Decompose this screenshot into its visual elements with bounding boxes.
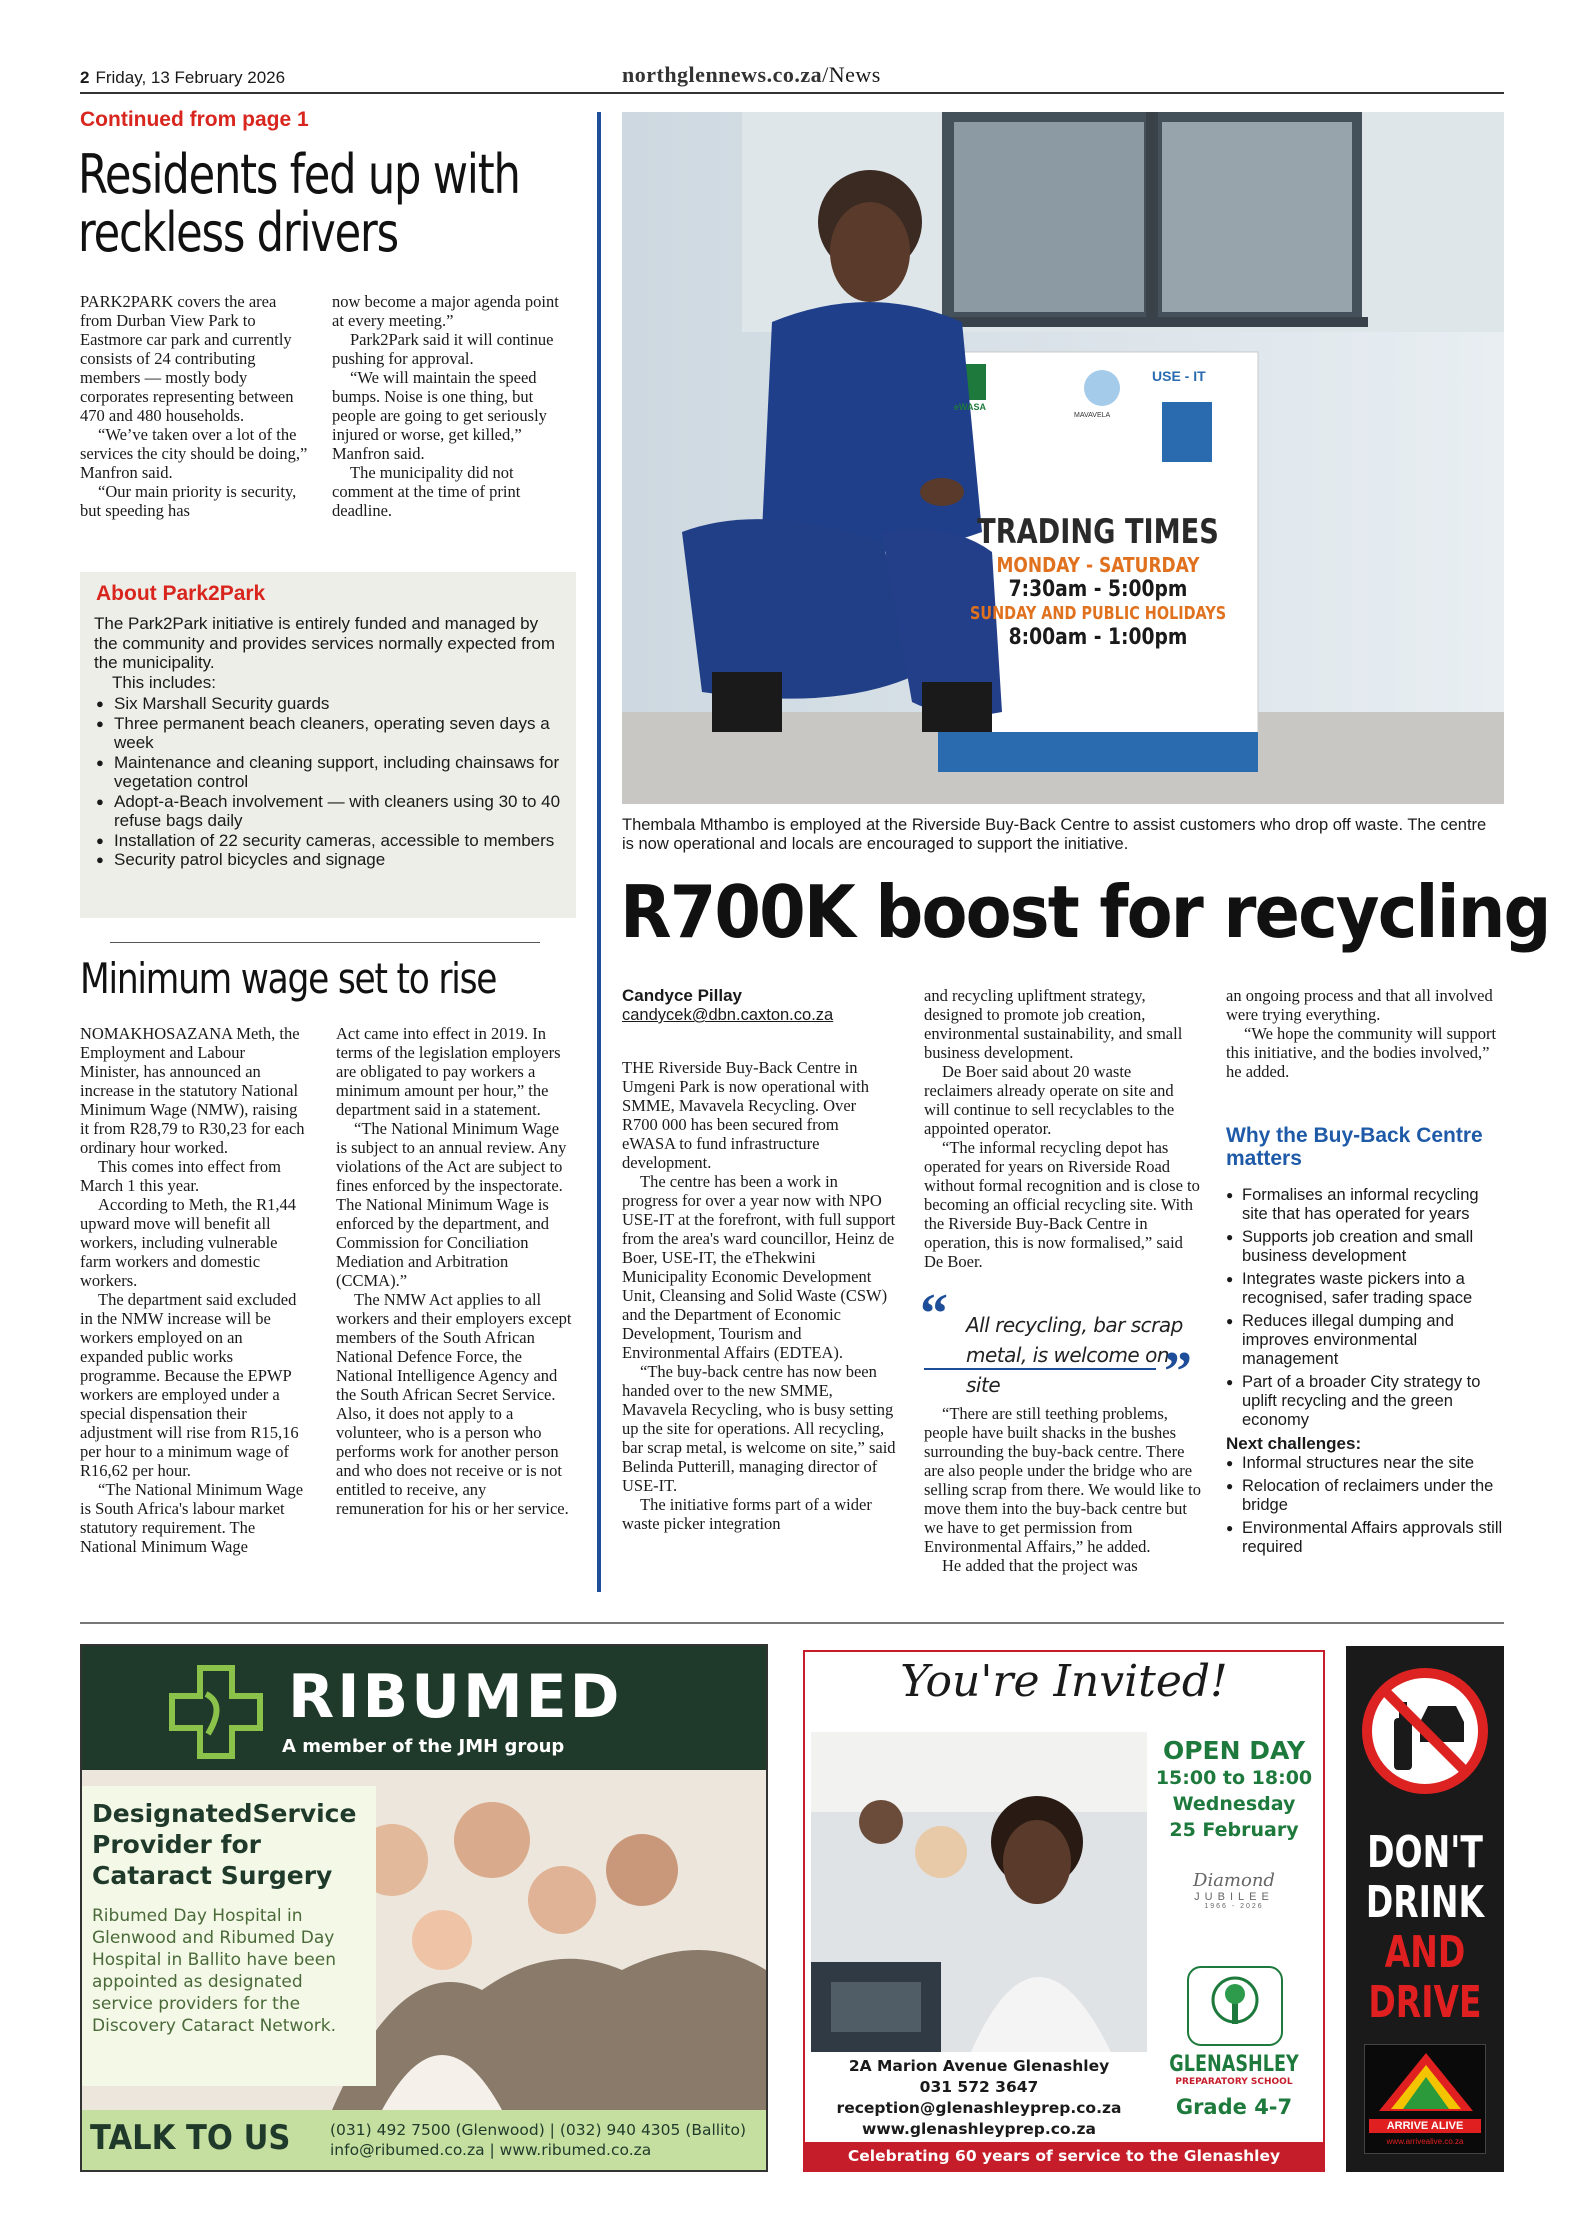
- paragraph: This comes into effect from March 1 this year.: [80, 1157, 281, 1195]
- paragraph: The department said excluded in the NMW increase will be workers employed on an expanded public works programme. Because the EPWP workers are employed under a special dispensation their adjustment will rise from R15,16 per hour to a minimum wage of R16,62 per hour.: [80, 1290, 299, 1480]
- continued-kicker: Continued from page 1: [80, 108, 309, 131]
- list-item: ● Maintenance and cleaning support, including chainsaws for vegetation control: [94, 753, 562, 792]
- school-web[interactable]: www.glenashleyprep.co.za: [862, 2120, 1096, 2138]
- story1-column-1: [80, 292, 308, 520]
- list-item: ● Environmental Affairs approvals still required: [1226, 1519, 1504, 1557]
- sign-line: 7:30am - 5:00pm: [1008, 576, 1188, 602]
- list-item: ● Part of a broader City strategy to uplift recycling and the green economy: [1226, 1373, 1504, 1430]
- arrive-alive-triangle-icon: [1377, 2051, 1475, 2113]
- drink-line2: DRINK: [1365, 1877, 1485, 1928]
- logo-mavavela: MAVAVELA: [1074, 412, 1111, 419]
- school-name: GLENASHLEY: [1169, 2052, 1299, 2077]
- open-day-info: [1149, 1736, 1319, 1843]
- issue-date: Friday, 13 February 2026: [95, 68, 286, 87]
- ribumed-tagline: A member of the JMH group: [282, 1736, 565, 1757]
- classroom-photo: [811, 1732, 1147, 2052]
- paragraph: an ongoing process and that all involved were trying everything.: [1226, 986, 1493, 1024]
- pull-quote: [920, 1283, 1200, 1403]
- paragraph: “The National Minimum Wage is South Africa's labour market statutory requirement. The National Minimum Wage: [80, 1480, 304, 1556]
- close-quote-icon: ”: [1164, 1341, 1192, 1403]
- drink-line1: DON'T: [1367, 1827, 1483, 1878]
- ribumed-body: Ribumed Day Hospital in Glenwood and Ribumed Day Hospital in Ballito have been appointed as designated service providers for the Discovery Cataract Network.: [92, 1906, 336, 2036]
- header-rule: [80, 92, 1504, 94]
- paragraph: “We will maintain the speed bumps. Noise is one thing, but people are going to get seriously injured or worse, get killed,” Manfron said.: [332, 368, 547, 463]
- story1-headline: [78, 143, 520, 264]
- story2-headline: Minimum wage set to rise: [80, 954, 497, 1003]
- site-name[interactable]: northglennews.co.za: [622, 62, 823, 87]
- sign-line: SUNDAY AND PUBLIC HOLIDAYS: [970, 603, 1227, 625]
- ribumed-cross-icon: [168, 1664, 264, 1760]
- why-box: [1226, 1124, 1504, 1561]
- story3-column-2b: [924, 1404, 1202, 1575]
- paragraph: Act came into effect in 2019. In terms of the legislation employers are obligated to pay workers a minimum amount per hour,” the department said in a statement.: [336, 1024, 561, 1119]
- story2-column-1: [80, 1024, 308, 1556]
- sign-line: 8:00am - 1:00pm: [1008, 624, 1188, 650]
- glenashley-footer: Celebrating 60 years of service to the Glenashley Community: [805, 2142, 1323, 2170]
- list-item: ● Security patrol bicycles and signage: [94, 850, 562, 870]
- school-name-block: [1149, 2052, 1319, 2119]
- ads-divider: [80, 1622, 1504, 1624]
- paragraph: The municipality did not comment at the time of print deadline.: [332, 463, 521, 520]
- jubilee-word: JUBILEE: [1194, 1891, 1274, 1903]
- about-box-list: [94, 694, 562, 870]
- drink-line4: DRIVE: [1368, 1977, 1482, 2028]
- school-email[interactable]: reception@glenashleyprep.co.za: [836, 2099, 1122, 2117]
- section-name: /News: [822, 62, 881, 87]
- byline-author: Candyce Pillay: [622, 986, 743, 1005]
- paragraph: Park2Park said it will continue pushing for approval.: [332, 330, 554, 368]
- open-day-label: OPEN DAY: [1162, 1736, 1306, 1765]
- why-list: [1226, 1186, 1504, 1430]
- open-day-date: 25 February: [1169, 1819, 1299, 1841]
- ribumed-banner: [82, 1646, 766, 1770]
- ribumed-info-panel: [82, 1786, 376, 2086]
- no-drinking-driving-icon: [1360, 1666, 1490, 1796]
- paragraph: The NMW Act applies to all workers and their employers except members of the South African National Defence Force, the National Intelligence Agency and the South African Secret Service. Also, it does not apply to a volunteer, who is a person who performs work for another person and who does not receive or is not entitled to receive, any remuneration for his or her service.: [336, 1290, 572, 1518]
- paragraph: “There are still teething problems, people have built shacks in the bushes surrounding the buy-back centre. There are also people under the bridge who are selling scrap from there. We would like to move them into the buy-back centre but we have to get permission from Environmental Affairs,” he added.: [924, 1404, 1201, 1556]
- paragraph: According to Meth, the R1,44 upward move will benefit all workers, including vulnerable farm workers and domestic workers.: [80, 1195, 296, 1290]
- story3-column-2: [924, 986, 1202, 1271]
- open-day-weekday: Wednesday: [1172, 1793, 1296, 1815]
- site-section-header: [622, 62, 881, 88]
- ribumed-brand: RIBUMED: [288, 1662, 623, 1732]
- paragraph: THE Riverside Buy-Back Centre in Umgeni Park is now operational with SMME, Mavavela Recycling. Over R700 000 has been secured from eWASA to fund infrastructure development.: [622, 1058, 870, 1172]
- sign-line: MONDAY - SATURDAY: [996, 552, 1200, 577]
- paragraph: NOMAKHOSAZANA Meth, the Employment and Labour Minister, has announced an increase in the statutory National Minimum Wage (NMW), raising it from R28,79 to R30,23 for each ordinary hour worked.: [80, 1024, 305, 1157]
- ribumed-advert[interactable]: [80, 1644, 768, 2172]
- sign-title: TRADING TIMES: [977, 512, 1219, 552]
- list-item: ● Formalises an informal recycling site that has operated for years: [1226, 1186, 1504, 1224]
- story1-headline-line2: reckless drivers: [78, 201, 398, 264]
- next-challenges-list: [1226, 1454, 1504, 1557]
- school-address: 2A Marion Avenue Glenashley: [848, 2057, 1110, 2075]
- paragraph: “Our main priority is security, but speeding has: [80, 482, 297, 520]
- about-park2park-box: [80, 572, 576, 918]
- student-illustration: [811, 1732, 1147, 2052]
- story1-column-2: [332, 292, 568, 520]
- column-divider: [597, 112, 601, 1592]
- list-item: ● Installation of 22 security cameras, accessible to members: [94, 831, 562, 851]
- ribumed-web[interactable]: info@ribumed.co.za | www.ribumed.co.za: [330, 2141, 652, 2159]
- next-challenges-label: Next challenges:: [1226, 1434, 1362, 1453]
- drink-drive-text: [1346, 1828, 1504, 2028]
- list-item: ● Integrates waste pickers into a recognised, safer trading space: [1226, 1270, 1504, 1308]
- arrive-alive-name: ARRIVE ALIVE: [1369, 2119, 1481, 2133]
- paragraph: “We’ve taken over a lot of the services the city should be doing,” Manfron said.: [80, 425, 308, 482]
- paragraph: now become a major agenda point at every meeting.”: [332, 292, 559, 330]
- open-day-time: 15:00 to 18:00: [1155, 1767, 1313, 1789]
- buyback-centre-photo: [622, 112, 1504, 804]
- logo-ewasa: eWASA: [954, 402, 987, 412]
- paragraph: De Boer said about 20 waste reclaimers already operate on site and will continue to sell recyclables to the appointed operator.: [924, 1062, 1175, 1138]
- page-date-line: [80, 68, 285, 88]
- ribumed-contact: [330, 2120, 746, 2160]
- ribumed-footer: [82, 2110, 766, 2170]
- arrive-alive-logo: [1364, 2044, 1486, 2154]
- ribumed-phones[interactable]: (031) 492 7500 (Glenwood) | (032) 940 4305 (Ballito): [330, 2121, 747, 2139]
- school-crest-icon: [1187, 1966, 1283, 2046]
- about-box-text: The Park2Park initiative is entirely funded and managed by the community and provides services normally expected from the municipality.: [94, 614, 556, 672]
- about-box-title: About Park2Park: [96, 582, 266, 605]
- open-quote-icon: “: [920, 1283, 948, 1345]
- why-box-title: Why the Buy-Back Centre matters: [1226, 1124, 1483, 1170]
- ribumed-heading: DesignatedService Provider for Cataract Surgery: [92, 1799, 357, 1890]
- school-sub: PREPARATORY SCHOOL: [1175, 2077, 1293, 2087]
- paragraph: “The informal recycling depot has operated for years on Riverside Road without formal recognition and is close to becoming an official recycling site. With the Riverside Buy-Back Centre in operation, this is now formalised,” said De Boer.: [924, 1138, 1200, 1271]
- photo-illustration: [622, 112, 1504, 804]
- byline-email[interactable]: candycek@dbn.caxton.co.za: [622, 1006, 834, 1024]
- tree-icon: [1189, 1968, 1281, 2044]
- dont-drink-drive-advert[interactable]: [1346, 1646, 1504, 2172]
- paragraph: “We hope the community will support this initiative, and the bodies involved,” he added.: [1226, 1024, 1497, 1081]
- paragraph: PARK2PARK covers the area from Durban View Park to Eastmore car park and currently consists of 24 contributing members — mostly body corporates representing between 470 and 480 households.: [80, 292, 294, 425]
- paragraph: He added that the project was: [942, 1556, 1138, 1575]
- list-item: ● Relocation of reclaimers under the bridge: [1226, 1477, 1504, 1515]
- paragraph: and recycling upliftment strategy, designed to promote job creation, environmental sustainability, and small business development.: [924, 986, 1183, 1062]
- paragraph: The initiative forms part of a wider waste picker integration: [622, 1495, 872, 1533]
- list-item: ● Six Marshall Security guards: [94, 694, 562, 714]
- diamond-jubilee-logo: [1171, 1870, 1297, 1954]
- pull-quote-rule: [924, 1368, 1156, 1370]
- drink-line3: AND: [1384, 1927, 1466, 1978]
- school-contact: [811, 2056, 1147, 2140]
- arrive-alive-url[interactable]: www.arrivealive.co.za: [1386, 2137, 1464, 2146]
- paragraph: “The buy-back centre has now been handed over to the new SMME, Mavavela Recycling, who is busy setting up the site for operations. All recycling, bar scrap metal, is welcome on site,” said Belinda Putterill, managing director of USE-IT.: [622, 1362, 896, 1495]
- paragraph: “The National Minimum Wage is subject to an annual review. Any violations of the Act are subject to fines enforced by the inspectorate. The National Minimum Wage is enforced by the department, and Commission for Conciliation Mediation and Arbitration (CCMA).”: [336, 1119, 567, 1290]
- list-item: ● Supports job creation and small business development: [1226, 1228, 1504, 1266]
- jubilee-diamond: Diamond: [1193, 1870, 1275, 1891]
- list-item: ● Three permanent beach cleaners, operating seven days a week: [94, 714, 562, 753]
- page-number: 2: [80, 68, 90, 87]
- photo-caption: Thembala Mthambo is employed at the Riverside Buy-Back Centre to assist customers who drop off waste. The centre is now operational and locals are encouraged to support the initiative.: [622, 816, 1487, 853]
- paragraph: The centre has been a work in progress for over a year now with NPO USE-IT at the forefront, with full support from the area's ward councillor, Heinz de Boer, USE-IT, the eThekwini Municipality Economic Development Unit, Cleansing and Solid Waste (CSW) and the Department of Economic Development, Tourism and Environmental Affairs (EDTEA).: [622, 1172, 896, 1362]
- school-phone[interactable]: 031 572 3647: [919, 2078, 1039, 2096]
- list-item: ● Informal structures near the site: [1226, 1454, 1504, 1473]
- glenashley-advert[interactable]: [803, 1650, 1325, 2193]
- story3-column-3: [1226, 986, 1504, 1081]
- story1-headline-line1: Residents fed up with: [78, 143, 520, 206]
- grades: Grade 4-7: [1175, 2095, 1293, 2119]
- about-box-includes: This includes:: [112, 672, 216, 692]
- list-item: ● Adopt-a-Beach involvement — with cleaners using 30 to 40 refuse bags daily: [94, 792, 562, 831]
- ribumed-cta: TALK TO US: [90, 2118, 291, 2158]
- pull-quote-text: All recycling, bar scrap metal, is welcome on site: [966, 1313, 1183, 1397]
- invited-title: You're Invited!: [900, 1656, 1228, 1707]
- story3-column-1: [622, 1058, 896, 1533]
- logo-use-it: USE - IT: [1152, 368, 1206, 384]
- jubilee-years: 1966 - 2026: [1204, 1903, 1264, 1910]
- story3-headline: R700K boost for recycling: [620, 870, 1550, 954]
- list-item: ● Reduces illegal dumping and improves environmental management: [1226, 1312, 1504, 1369]
- story2-column-2: [336, 1024, 574, 1518]
- trading-times-sign: [938, 512, 1258, 651]
- section-divider: [110, 942, 540, 943]
